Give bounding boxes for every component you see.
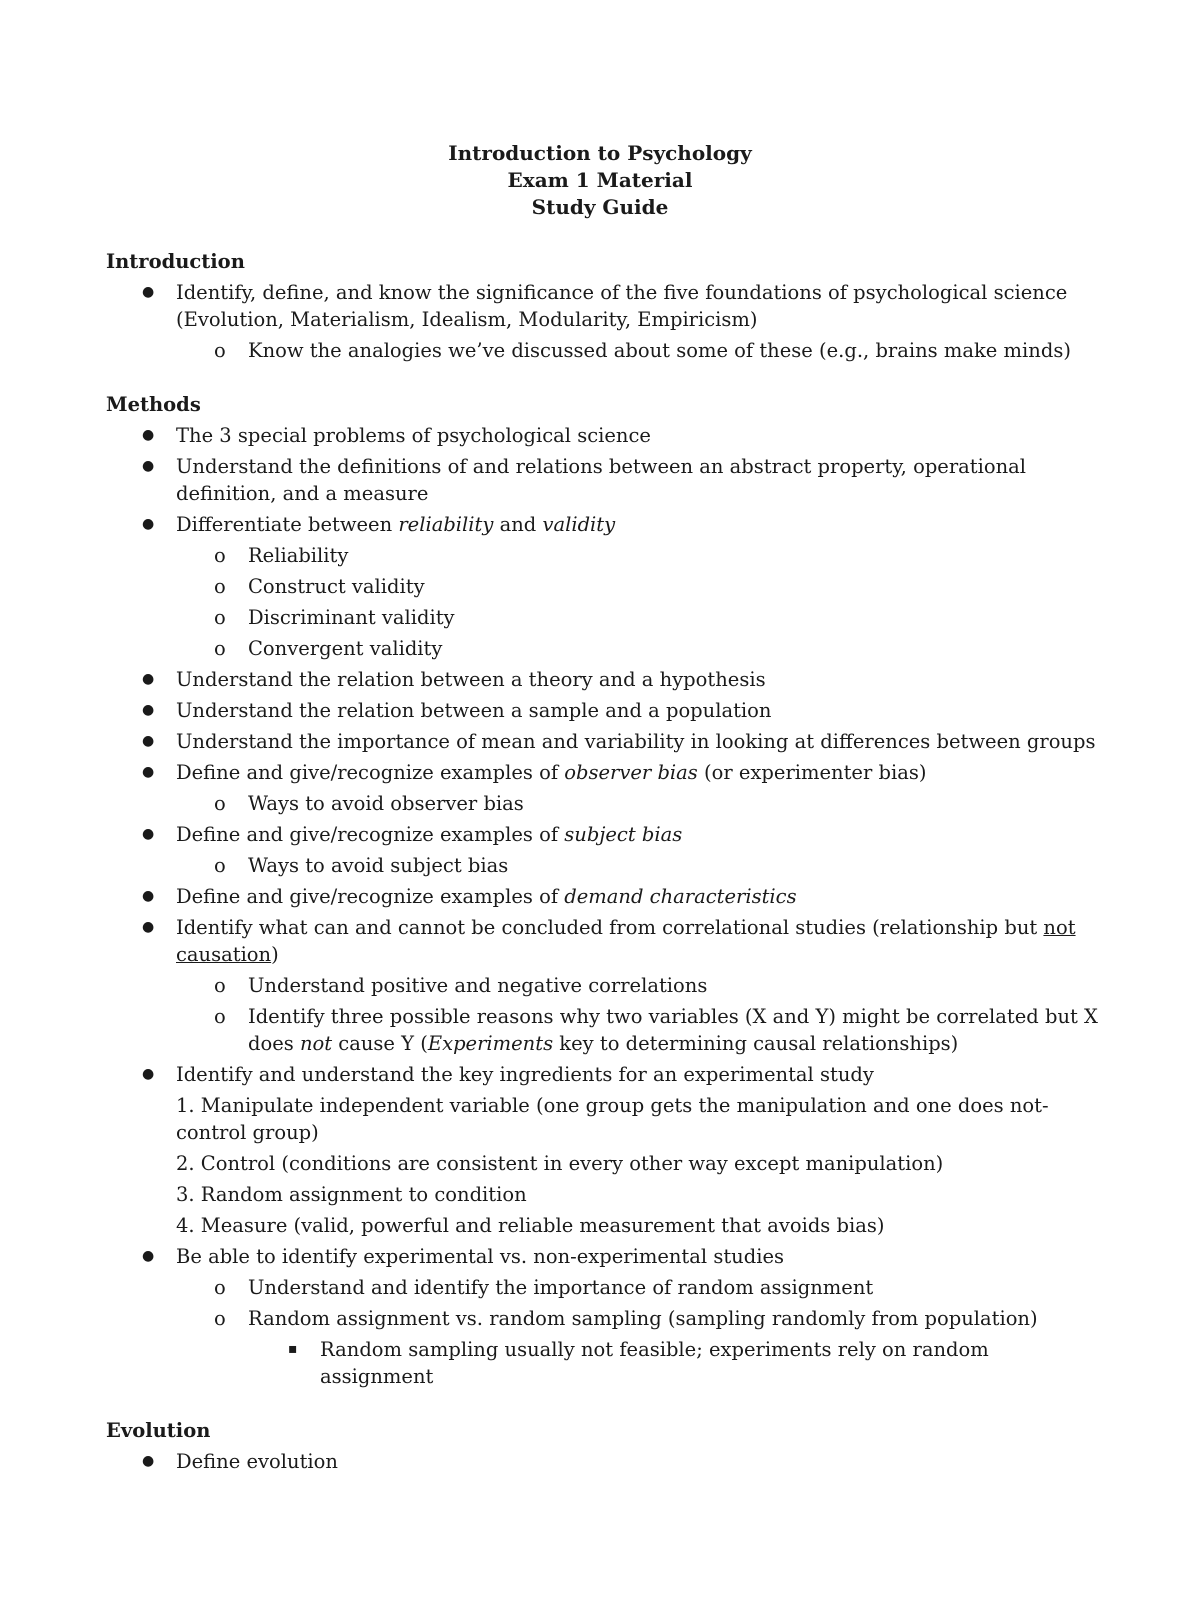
sub-list-item: o Random assignment vs. random sampling (sampling randomly from population) (214, 1307, 1038, 1330)
bullet-disc-icon: ● (142, 1248, 155, 1264)
course-title: Introduction to Psychology (448, 141, 752, 165)
sub-sub-list-item: ▪ Random sampling usually not feasible; experiments rely on random assignment (288, 1338, 989, 1388)
bullet-circle-icon: o (214, 792, 226, 815)
list-item: ● Define evolution (142, 1450, 338, 1473)
bullet-disc-icon: ● (142, 826, 155, 842)
bullet-circle-icon: o (214, 575, 226, 598)
bullet-circle-icon: o (214, 637, 226, 660)
sub-list-item: o Construct validity (214, 575, 425, 598)
bullet-disc-icon: ● (142, 427, 155, 443)
list-item: ● Identify, define, and know the significance of the five foundations of psychological science (Evolution, Materialism, Idealism, Modularity, Empiricism) (142, 281, 1068, 331)
guide-title: Study Guide (531, 195, 669, 219)
list-item: ● Define and give/recognize examples of subject bias (142, 823, 683, 846)
bullet-disc-icon: ● (142, 764, 155, 780)
bullet-disc-icon: ● (142, 733, 155, 749)
study-guide-content (106, 248, 1106, 1475)
bullet-circle-icon: o (214, 606, 226, 629)
section-heading: Introduction (106, 250, 245, 273)
sub-list-item: o Ways to avoid observer bias (214, 792, 524, 815)
list-item: ● Differentiate between reliability and validity (142, 513, 616, 536)
list-item: ● Understand the relation between a theory and a hypothesis (142, 668, 766, 691)
section-introduction (106, 248, 1106, 364)
bullet-disc-icon: ● (142, 919, 155, 935)
list-item: ● Define and give/recognize examples of demand characteristics (142, 885, 797, 908)
bullet-square-icon: ▪ (288, 1341, 298, 1357)
sub-list-item: o Discriminant validity (214, 606, 455, 629)
sub-list-item: o Ways to avoid subject bias (214, 854, 509, 877)
bullet-circle-icon: o (214, 339, 226, 362)
sub-list-item: o Identify three possible reasons why two variables (X and Y) might be correlated but X does not cause Y (Experiments key to determining causal relationships) (214, 1005, 1098, 1055)
bullet-disc-icon: ● (142, 458, 155, 474)
bullet-disc-icon: ● (142, 1066, 155, 1082)
list-item: ● Identify what can and cannot be concluded from correlational studies (relationship but not causation) (142, 916, 1076, 966)
bullet-circle-icon: o (214, 1307, 226, 1330)
bullet-disc-icon: ● (142, 671, 155, 687)
sub-list-item: o Convergent validity (214, 637, 443, 660)
sub-list-item: o Understand positive and negative correlations (214, 974, 708, 997)
bullet-disc-icon: ● (142, 284, 155, 300)
list-item: ● Understand the definitions of and relations between an abstract property, operational definition, and a measure (142, 455, 1027, 505)
bullet-disc-icon: ● (142, 1453, 155, 1469)
bullet-circle-icon: o (214, 854, 226, 877)
bullet-circle-icon: o (214, 1005, 226, 1028)
list-item: ● Be able to identify experimental vs. non-experimental studies (142, 1245, 784, 1268)
bullet-circle-icon: o (214, 1276, 226, 1299)
numbered-item: 1. Manipulate independent variable (one group gets the manipulation and one does not- control group) (176, 1094, 1049, 1144)
bullet-disc-icon: ● (142, 516, 155, 532)
section-evolution (106, 1417, 1106, 1475)
section-methods (106, 391, 1106, 1390)
list-item: ● The 3 special problems of psychological science (142, 424, 651, 447)
bullet-disc-icon: ● (142, 702, 155, 718)
sub-list-item: o Know the analogies we’ve discussed about some of these (e.g., brains make minds) (214, 339, 1071, 362)
title-block (0, 140, 1200, 221)
section-heading: Evolution (106, 1419, 211, 1442)
exam-title: Exam 1 Material (507, 168, 693, 192)
list-item: ● Understand the importance of mean and variability in looking at differences between groups (142, 730, 1096, 753)
section-heading: Methods (106, 393, 201, 416)
numbered-item: 2. Control (conditions are consistent in every other way except manipulation) (176, 1152, 944, 1175)
list-item: ● Understand the relation between a sample and a population (142, 699, 772, 722)
numbered-item: 4. Measure (valid, powerful and reliable measurement that avoids bias) (176, 1214, 885, 1237)
bullet-disc-icon: ● (142, 888, 155, 904)
bullet-circle-icon: o (214, 544, 226, 567)
sub-list-item: o Understand and identify the importance of random assignment (214, 1276, 874, 1299)
list-item: ● Define and give/recognize examples of observer bias (or experimenter bias) (142, 761, 927, 784)
numbered-item: 3. Random assignment to condition (176, 1183, 527, 1206)
sub-list-item: o Reliability (214, 544, 349, 567)
bullet-circle-icon: o (214, 974, 226, 997)
list-item: ● Identify and understand the key ingredients for an experimental study (142, 1063, 874, 1086)
